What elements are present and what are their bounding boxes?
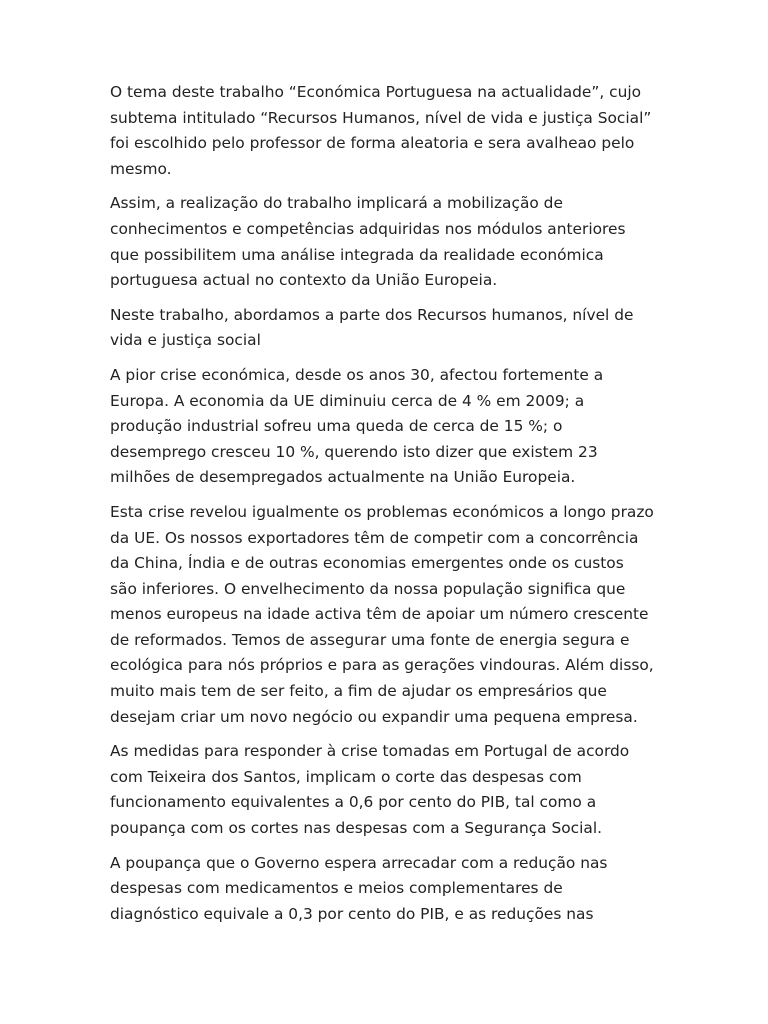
text-line: muito mais tem de ser feito, a fim de ajudar os empresários que bbox=[110, 682, 607, 701]
text-line: milhões de desempregados actualmente na União Europeia. bbox=[110, 468, 576, 487]
text-line: produção industrial sofreu uma queda de cerca de 15 %; o bbox=[110, 417, 563, 436]
text-line: da UE. Os nossos exportadores têm de competir com a concorrência bbox=[110, 528, 639, 547]
text-line: vida e justiça social bbox=[110, 331, 261, 350]
text-line: mesmo. bbox=[110, 159, 172, 178]
paragraph-crise bbox=[110, 363, 670, 491]
text-line: A pior crise económica, desde os anos 30, afectou fortemente a bbox=[110, 365, 604, 384]
paragraph-intro bbox=[110, 80, 670, 182]
text-line: menos europeus na idade activa têm de apoiar um número crescente bbox=[110, 605, 649, 624]
text-line: são inferiores. O envelhecimento da nossa população significa que bbox=[110, 579, 626, 598]
document-body bbox=[110, 80, 670, 936]
text-line: diagnóstico equivale a 0,3 por cento do PIB, e as reduções nas bbox=[110, 904, 594, 923]
text-line: Neste trabalho, abordamos a parte dos Recursos humanos, nível de bbox=[110, 305, 634, 324]
text-line: Europa. A economia da UE diminuiu cerca de 4 % em 2009; a bbox=[110, 391, 585, 410]
text-line: de reformados. Temos de assegurar uma fonte de energia segura e bbox=[110, 630, 630, 649]
text-line: A poupança que o Governo espera arrecadar com a redução nas bbox=[110, 853, 608, 872]
text-line: funcionamento equivalentes a 0,6 por cento do PIB, tal como a bbox=[110, 793, 597, 812]
text-line: desemprego cresceu 10 %, querendo isto dizer que existem 23 bbox=[110, 442, 598, 461]
text-line: ecológica para nós próprios e para as gerações vindouras. Além disso, bbox=[110, 656, 654, 675]
text-line: poupança com os cortes nas despesas com a Segurança Social. bbox=[110, 819, 603, 838]
paragraph-medidas bbox=[110, 739, 670, 841]
paragraph-realizacao bbox=[110, 191, 670, 293]
paragraph-abordagem bbox=[110, 303, 670, 354]
paragraph-problemas bbox=[110, 500, 670, 730]
text-line: As medidas para responder à crise tomadas em Portugal de acordo bbox=[110, 742, 630, 761]
text-line: Esta crise revelou igualmente os problemas económicos a longo prazo bbox=[110, 502, 654, 521]
text-line: com Teixeira dos Santos, implicam o corte das despesas com bbox=[110, 767, 582, 786]
text-line: Assim, a realização do trabalho implicará a mobilização de bbox=[110, 194, 563, 213]
text-line: O tema deste trabalho “Económica Portuguesa na actualidade”, cujo bbox=[110, 83, 642, 101]
text-line: foi escolhido pelo professor de forma aleatoria e sera avalheao pelo bbox=[110, 134, 635, 153]
text-line: da China, Índia e de outras economias emergentes onde os custos bbox=[110, 554, 624, 573]
text-line: conhecimentos e competências adquiridas nos módulos anteriores bbox=[110, 219, 626, 238]
text-line: portuguesa actual no contexto da União Europeia. bbox=[110, 271, 498, 290]
text-line: que possibilitem uma análise integrada da realidade económica bbox=[110, 245, 604, 264]
paragraph-poupanca bbox=[110, 851, 670, 928]
text-line: subtema intitulado “Recursos Humanos, nível de vida e justiça Social” bbox=[110, 108, 652, 127]
text-line: despesas com medicamentos e meios complementares de bbox=[110, 879, 563, 898]
text-line: desejam criar um novo negócio ou expandir uma pequena empresa. bbox=[110, 707, 638, 726]
